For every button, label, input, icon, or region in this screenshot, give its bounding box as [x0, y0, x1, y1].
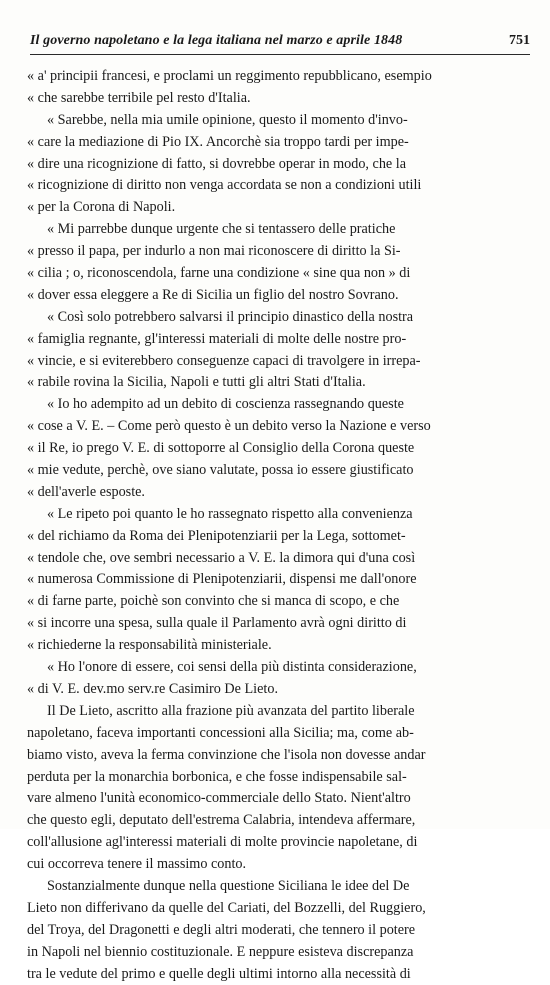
text-line: vare almeno l'unità economico-commerciale dello Stato. Nient'altro [27, 790, 411, 807]
text-line: « il Re, io prego V. E. di sottoporre al Consiglio della Corona queste [27, 440, 415, 457]
text-line: « mie vedute, perchè, ove siano valutate, possa io essere giustificato [27, 462, 414, 479]
text-line: del Troya, del Dragonetti e degli altri moderati, che tennero il potere [27, 921, 416, 938]
text-line: « care la mediazione di Pio IX. Ancorchè sia troppo tardi per impe- [27, 133, 409, 150]
text-line: Il De Lieto, ascritto alla frazione più avanzata del partito liberale [47, 702, 415, 719]
text-line: « che sarebbe terribile pel resto d'Italia. [27, 89, 251, 106]
text-line: « si incorre una spesa, sulla quale il Parlamento avrà ogni diritto di [27, 615, 407, 632]
text-line: « del richiamo da Roma dei Plenipotenziarii per la Lega, sottomet- [27, 527, 406, 544]
text-line: « presso il papa, per indurlo a non mai riconoscere di diritto la Si- [27, 243, 401, 260]
text-line: « dell'averle esposte. [27, 483, 145, 500]
text-line: Lieto non differivano da quelle del Cariati, del Bozzelli, del Ruggiero, [27, 899, 426, 916]
text-line: « di farne parte, poichè son convinto che si manca di scopo, e che [27, 593, 400, 610]
text-line: cui occorreva tenere il massimo conto. [27, 856, 247, 873]
text-line: « Così solo potrebbero salvarsi il principio dinastico della nostra [47, 308, 414, 325]
text-line: « tendole che, ove sembri necessario a V. E. la dimora qui d'una così [27, 549, 416, 566]
text-line: Sostanzialmente dunque nella questione Siciliana le idee del De [47, 877, 410, 894]
text-line: « Ho l'onore di essere, coi sensi della più distinta considerazione, [47, 659, 417, 676]
text-line: « vincie, e si eviterebbero conseguenze capaci di travolgere in irrepa- [27, 352, 421, 369]
text-line: « numerosa Commissione di Plenipotenziarii, dispensi me dall'onore [27, 571, 417, 588]
text-line: perduta per la monarchia borbonica, e che fosse indispensabile sal- [27, 768, 407, 785]
text-line: « cilia ; o, riconoscendola, farne una condizione « sine qua non » di [27, 265, 411, 282]
text-line: « famiglia regnante, gl'interessi materiali di molte delle nostre pro- [27, 330, 407, 347]
text-line: napoletano, faceva importanti concessioni alla Sicilia; ma, come ab- [27, 724, 414, 741]
text-line: « cose a V. E. – Come però questo è un debito verso la Nazione e verso [27, 418, 431, 435]
text-line: biamo visto, aveva la ferma convinzione che l'isola non dovesse andar [27, 746, 426, 763]
text-line: coll'allusione agl'interessi materiali di molte provincie napoletane, di [27, 834, 418, 851]
text-line: che questo egli, deputato dell'estrema Calabria, intendeva affermare, [27, 812, 416, 829]
text-line: tra le vedute del primo e quelle degli ultimi intorno alla necessità di [27, 965, 411, 982]
text-line: « richiederne la responsabilità ministeriale. [27, 637, 272, 654]
text-line: « rabile rovina la Sicilia, Napoli e tutti gli altri Stati d'Italia. [27, 374, 366, 391]
text-line: « dire una ricognizione di fatto, si dovrebbe operar in modo, che la [27, 155, 406, 172]
text-line: « a' principii francesi, e proclami un reggimento repubblicano, esempio [27, 68, 432, 84]
text-line: « di V. E. dev.mo serv.re Casimiro De Lieto. [27, 680, 278, 697]
body-text [27, 66, 505, 985]
text-line: « ricognizione di diritto non venga accordata se non a condizioni utili [27, 177, 422, 194]
text-line: « Mi parrebbe dunque urgente che si tentassero delle pratiche [47, 221, 396, 238]
text-line: « Sarebbe, nella mia umile opinione, questo il momento d'invo- [47, 111, 408, 128]
text-line: in Napoli nel biennio costituzionale. E neppure esisteva discrepanza [27, 943, 414, 960]
text-line: « dover essa eleggere a Re di Sicilia un figlio del nostro Sovrano. [27, 286, 399, 303]
text-line: « per la Corona di Napoli. [27, 199, 176, 216]
page-header [30, 30, 530, 55]
text-line: « Io ho adempito ad un debito di coscienza rassegnando queste [47, 396, 404, 413]
page-number: 751 [509, 33, 530, 48]
text-line: « Le ripeto poi quanto le ho rassegnato rispetto alla convenienza [47, 505, 413, 522]
running-title: Il governo napoletano e la lega italiana nel marzo e aprile 1848 [30, 33, 403, 48]
